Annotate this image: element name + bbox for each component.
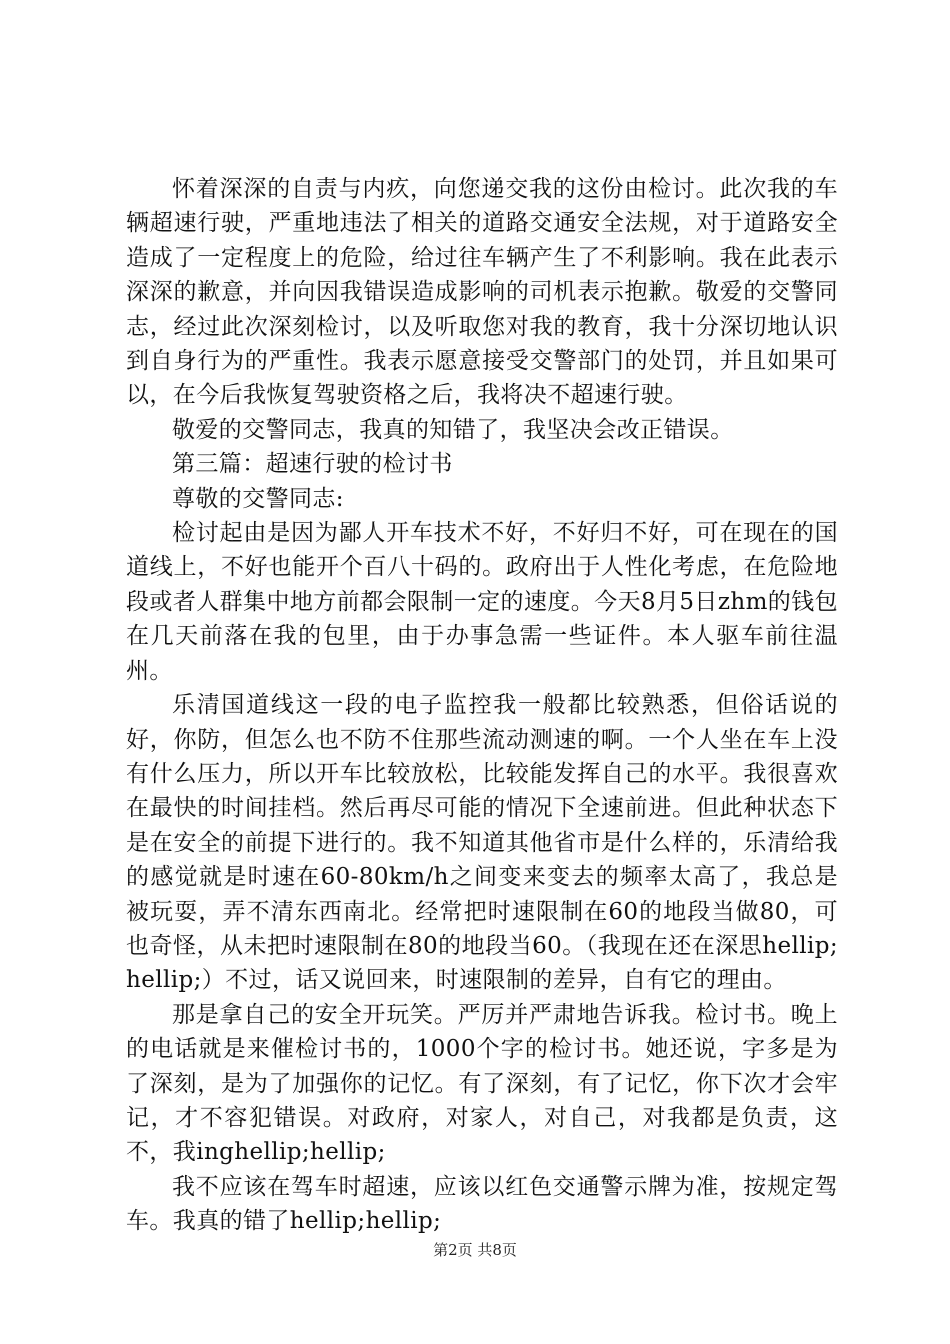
paragraph-speed-limits: 乐清国道线这一段的电子监控我一般都比较熟悉，但俗话说的好，你防，但怎么也不防不住那些流动测速的啊。一个人坐在车上没有什么压力，所以开车比较放松，比较能发挥自己的水平。我很喜欢在最快的时间挂档。然后再尽可能的情况下全速前进。但此种状态下是在安全的前提下进行的。我不知道其他省市是什么样的，乐清给我的感觉就是时速在60-80km/h之间变来变去的频率太高了，我总是被玩耍，弄不清东西南北。经常把时速限制在60的地段当做80，可也奇怪，从未把时速限制在80的地段当60。（我现在还在深思hellip;hellip;）不过，话又说回来，时速限制的差异，自有它的理由。 <box>126 692 838 994</box>
document-body <box>126 172 838 1239</box>
salutation: 尊敬的交警同志: <box>172 485 344 512</box>
paragraph-apology-intro: 怀着深深的自责与内疚，向您递交我的这份由检讨。此次我的车辆超速行驶，严重地违法了相关的道路交通安全法规，对于道路安全造成了一定程度上的危险，给过往车辆产生了不利影响。我在此表示深深的歉意，并向因我错误造成影响的司机表示抱歉。敬爱的交警同志，经过此次深刻检讨，以及听取您对我的教育，我十分深切地认识到自身行为的严重性。我表示愿意接受交警部门的处罚，并且如果可以，在今后我恢复驾驶资格之后，我将决不超速行驶。 <box>126 176 838 409</box>
paragraph-reason: 检讨起由是因为鄙人开车技术不好，不好归不好，可在现在的国道线上，不好也能开个百八十码的。政府出于人性化考虑，在危险地段或者人群集中地方前都会限制一定的速度。今天8月5日zhm的钱包在几天前落在我的包里，由于办事急需一些证件。本人驱车前往温州。 <box>126 520 838 684</box>
paragraph-conclusion: 我不应该在驾车时超速，应该以红色交通警示牌为准，按规定驾车。我真的错了hellip;hellip; <box>126 1173 838 1235</box>
paragraph-admission: 敬爱的交警同志，我真的知错了，我坚决会改正错误。 <box>172 416 734 443</box>
section-heading: 第三篇：超速行驶的检讨书 <box>172 451 453 478</box>
paragraph-phone-call: 那是拿自己的安全开玩笑。严厉并严肃地告诉我。检讨书。晚上的电话就是来催检讨书的，1000个字的检讨书。她还说，字多是为了深刻，是为了加强你的记忆。有了深刻，有了记忆，你下次才会牢记，才不容犯错误。对政府，对家人，对自己，对我都是负责，这不，我inghellip;hellip; <box>126 1001 838 1166</box>
page-number-footer: 第2页 共8页 <box>433 1241 517 1259</box>
